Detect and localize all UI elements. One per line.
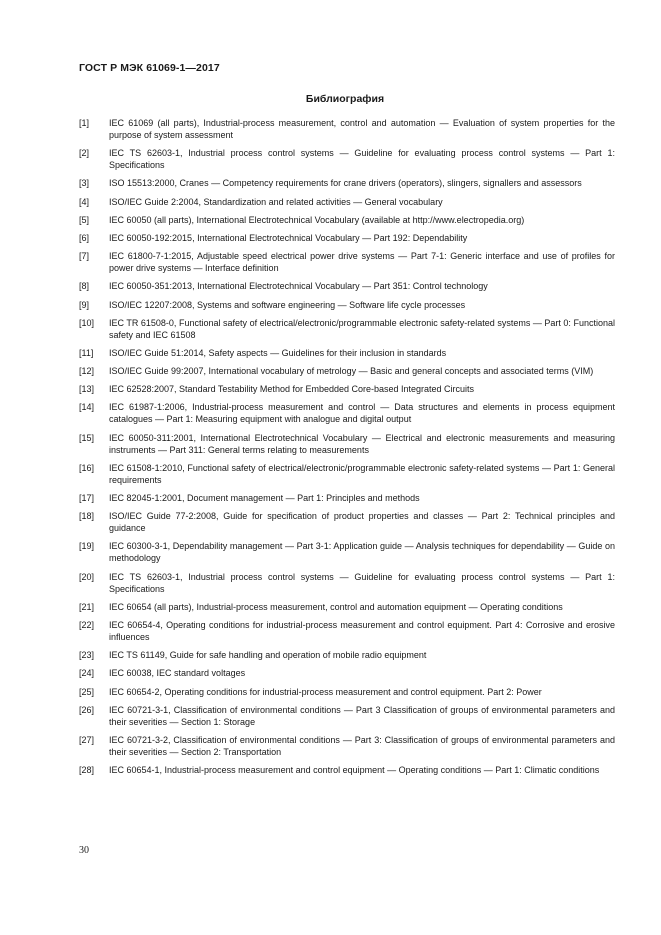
reference-text: IEC 60050-311:2001, International Electrotechnical Vocabulary — Electrical and electronic measurements and measuring instruments — Part 311: General terms relating to measurements: [109, 432, 615, 455]
list-item: [79, 347, 615, 359]
list-item: [79, 667, 615, 679]
reference-number: [3]: [79, 178, 90, 189]
reference-text: IEC 60721-3-2, Classification of environmental conditions — Part 3: Classification of groups of environmental parameters and their severities — Section 2: Transportation: [109, 734, 615, 757]
reference-number: [13]: [79, 384, 95, 395]
reference-text: IEC TS 61149, Guide for safe handling and operation of mobile radio equipment: [109, 650, 427, 661]
list-item: [79, 299, 615, 311]
reference-text: IEC 60038, IEC standard voltages: [109, 668, 246, 679]
reference-number: [15]: [79, 432, 95, 443]
reference-text: IEC 60721-3-1, Classification of environmental conditions — Part 3 Classification of groups of environmental parameters and their severities — Section 1: Storage: [109, 704, 615, 727]
reference-text: IEC 61987-1:2006, Industrial-process measurement and control — Data structures and elements in process equipment catalogues — Part 1: Measuring equipment with analogue and digital output: [109, 402, 615, 425]
reference-text: IEC 60050 (all parts), International Electrotechnical Vocabulary (available at http://www.electropedia.org): [109, 214, 525, 225]
reference-number: [11]: [79, 347, 94, 358]
reference-text: IEC TR 61508-0, Functional safety of electrical/electronic/programmable electronic safety-related systems — Part 0: Functional safety and IEC 61508: [109, 317, 615, 340]
reference-text: IEC 60654-1, Industrial-process measurement and control equipment — Operating conditions — Part 1: Climatic conditions: [109, 765, 600, 776]
reference-number: [18]: [79, 511, 95, 522]
reference-text: IEC TS 62603-1, Industrial process control systems — Guideline for evaluating process control systems — Part 1: Specifications: [109, 571, 615, 594]
reference-text: ISO/IEC Guide 51:2014, Safety aspects — Guidelines for their inclusion in standards: [109, 347, 447, 358]
reference-number: [20]: [79, 571, 95, 582]
list-item: [79, 492, 615, 504]
list-item: [79, 365, 615, 377]
reference-number: [12]: [79, 366, 95, 377]
reference-text: ISO/IEC Guide 2:2004, Standardization and related activities — General vocabulary: [109, 196, 443, 207]
reference-number: [4]: [79, 196, 90, 207]
list-item: [79, 401, 615, 425]
reference-number: [25]: [79, 686, 95, 697]
bibliography-list: [79, 117, 615, 782]
document-header: ГОСТ Р МЭК 61069-1—2017: [79, 62, 220, 74]
reference-text: IEC 60654-2, Operating conditions for industrial-process measurement and control equipment. Part 2: Power: [109, 686, 542, 697]
reference-number: [2]: [79, 148, 90, 159]
reference-text: IEC 82045-1:2001, Document management — Part 1: Principles and methods: [109, 493, 420, 503]
list-item: [79, 462, 615, 486]
reference-number: [6]: [79, 232, 90, 243]
list-item: [79, 649, 615, 661]
reference-text: IEC 60050-192:2015, International Electrotechnical Vocabulary — Part 192: Dependability: [109, 232, 468, 243]
reference-text: IEC 62528:2007, Standard Testability Method for Embedded Core-based Integrated Circuits: [109, 384, 475, 395]
reference-text: IEC 60300-3-1, Dependability management — Part 3-1: Application guide — Analysis techniques for dependability — Guide on methodology: [109, 541, 615, 564]
reference-number: [1]: [79, 118, 90, 128]
list-item: [79, 432, 615, 456]
reference-text: IEC 60654-4, Operating conditions for industrial-process measurement and control equipment. Part 4: Corrosive and erosive influences: [109, 619, 615, 642]
reference-text: IEC TS 62603-1, Industrial process control systems — Guideline for evaluating process control systems — Part 1: Specifications: [109, 148, 615, 171]
reference-text: ISO/IEC Guide 77-2:2008, Guide for specification of product properties and classes — Part 2: Technical principles and guidance: [109, 511, 615, 534]
reference-number: [28]: [79, 765, 95, 776]
reference-number: [10]: [79, 317, 95, 328]
reference-number: [17]: [79, 493, 95, 503]
reference-text: IEC 61508-1:2010, Functional safety of electrical/electronic/programmable electronic safety-related systems — Part 1: General requirements: [109, 462, 615, 485]
list-item: [79, 147, 615, 171]
reference-number: [24]: [79, 668, 95, 679]
list-item: [79, 383, 615, 395]
list-item: [79, 232, 615, 244]
list-item: [79, 214, 615, 226]
list-item: [79, 510, 615, 534]
reference-text: ISO/IEC Guide 99:2007, International vocabulary of metrology — Basic and general concepts and associated terms (VIM): [109, 366, 594, 377]
list-item: [79, 619, 615, 643]
list-item: [79, 250, 615, 274]
list-item: [79, 540, 615, 564]
reference-text: IEC 61069 (all parts), Industrial-process measurement, control and automation — Evaluation of system properties for the purpose of system assessment: [109, 118, 615, 140]
reference-text: IEC 60654 (all parts), Industrial-process measurement, control and automation equipment — Operating conditions: [109, 601, 563, 612]
reference-number: [5]: [79, 214, 90, 225]
list-item: [79, 117, 615, 141]
reference-number: [27]: [79, 734, 95, 745]
list-item: [79, 196, 615, 208]
section-title: Библиография: [305, 93, 385, 105]
list-item: [79, 601, 615, 613]
reference-text: IEC 60050-351:2013, International Electrotechnical Vocabulary — Part 351: Control technology: [109, 281, 488, 292]
reference-number: [8]: [79, 281, 90, 292]
reference-text: ISO 15513:2000, Cranes — Competency requirements for crane drivers (operators), slingers, signallers and assessors: [109, 178, 582, 189]
reference-number: [16]: [79, 462, 95, 473]
list-item: [79, 571, 615, 595]
reference-number: [21]: [79, 601, 95, 612]
reference-number: [23]: [79, 650, 95, 661]
list-item: [79, 317, 615, 341]
reference-text: IEC 61800-7-1:2015, Adjustable speed electrical power drive systems — Part 7-1: Generic interface and use of profiles for power drive systems — Interface definition: [109, 251, 615, 274]
reference-number: [7]: [79, 251, 90, 262]
reference-number: [14]: [79, 402, 95, 413]
list-item: [79, 704, 615, 728]
list-item: [79, 177, 615, 189]
reference-number: [22]: [79, 619, 95, 630]
reference-number: [26]: [79, 704, 95, 715]
list-item: [79, 686, 615, 698]
reference-number: [19]: [79, 541, 95, 552]
reference-number: [9]: [79, 299, 90, 310]
list-item: [79, 280, 615, 292]
page-number: 30: [79, 845, 89, 856]
list-item: [79, 764, 615, 776]
reference-text: ISO/IEC 12207:2008, Systems and software engineering — Software life cycle processes: [109, 299, 466, 310]
list-item: [79, 734, 615, 758]
